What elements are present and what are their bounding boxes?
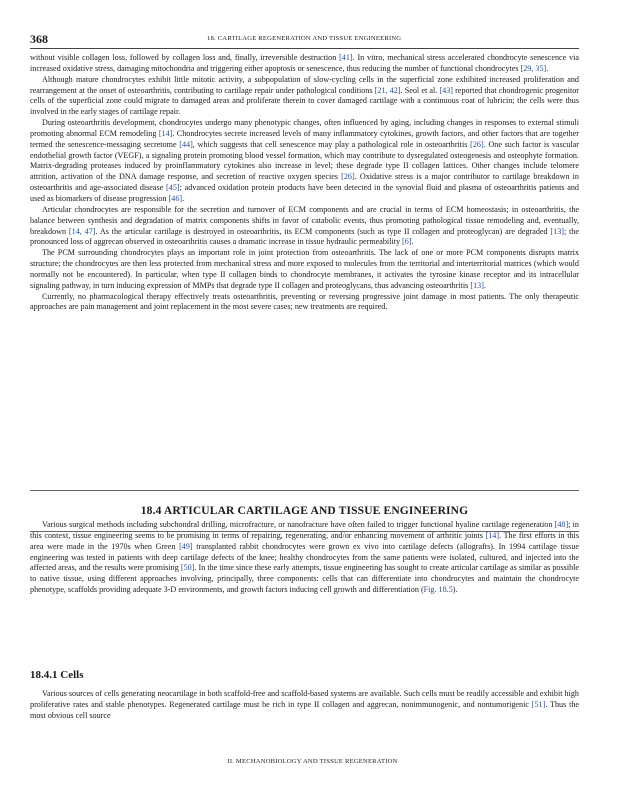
citation-link[interactable]: [51] <box>531 699 546 709</box>
citation-link[interactable]: [44] <box>179 139 193 149</box>
citation-link[interactable]: [14] <box>158 128 173 138</box>
citation-link[interactable]: [14, 47] <box>68 226 96 236</box>
paragraph-5: The PCM surrounding chondrocytes plays an important role in joint protection from osteoarthritis. The lack of one or more PCM components disrupts matrix structure; the chondrocytes are then less protected from mechanical stress and more exposed to molecules from the territorial and interterritorial matrices (which would normally not be encountered). In particular, when type II collagen binds to chondrocyte membranes, it activates the tyrosine kinase receptor and its intracellular signaling pathway, in turn inducing expression of MMPs that degrade type II collagen and proteoglycans, thus advancing osteoarthritis [13]. <box>30 248 579 290</box>
citation-link[interactable]: [45] <box>166 183 180 193</box>
citation-link[interactable]: [50] <box>180 563 195 573</box>
page-footer: II. MECHANOBIOLOGY AND TISSUE REGENERATION <box>227 758 398 765</box>
citation-link[interactable]: [13] <box>470 280 484 290</box>
paragraph-1: without visible collagen loss, followed by collagen loss and, finally, irreversible destruction [41]. In vitro, mechanical stress accelerated chondrocyte senescence via increased oxidative stress, damaging mitochondria and triggering either apoptosis or senescence, thus reducing the number of functional chondrocytes [29, 35]. <box>30 53 579 73</box>
paragraph-6: Currently, no pharmacological therapy effectively treats osteoarthritis, preventing or reversing progressive joint damage in most patients. The only therapeutic approaches are pain management and joint replacement in the most severe cases; new treatments are required. <box>30 291 579 312</box>
paragraph-3: During osteoarthritis development, chondrocytes undergo many phenotypic changes, often influenced by aging, including changes in responses to external stimuli promoting abnormal ECM remodeling [14]. Chondrocytes secrete increased levels of many inflammatory cytokines, growth factors, and other factors that are together termed the senescence-messaging secretome [44], which suggests that cell senescence may play a pathological role in osteoarthritis [26]. One such factor is vascular endothelial growth factor (VEGF), a signaling protein promoting blood vessel formation, which may contribute to dysregulated osteogenesis and osteophyte formation. Matrix-degrading proteases induced by proinflammatory cytokines also increase in level; these degrade type II collagen lattices. Other changes include telomere attrition, activation of the DNA damage response, and secretion of reactive oxygen species [26]. Oxidative stress is a major contributor to cartilage breakdown in osteoarthritis and age-associated disease [45]; advanced oxidation protein products have been detected in the synovial fluid and plasma of osteoarthritis patients and used as biomarkers of disease progression [46]. <box>30 118 579 203</box>
citation-link[interactable]: [21, 42] <box>374 85 401 95</box>
citation-link[interactable]: [26] <box>341 172 355 182</box>
citation-link[interactable]: [13] <box>550 226 564 236</box>
page-header <box>30 32 579 48</box>
subsection-paragraph: Various sources of cells generating neocartilage in both scaffold-free and scaffold-based systems are available. Such cells must be readily accessible and exhibit high proliferative rates and stable phenotypes. Regenerated cartilage must be rich in type II collagen and aggrecan, nonimmunogenic, and nontumorigenic [51]. Thus the most obvious cell source <box>30 689 580 720</box>
paragraph-4: Articular chondrocytes are responsible for the secretion and turnover of ECM components and are crucial in terms of ECM homeostasis; in osteoarthritis, the balance between synthesis and degradation of matrix components shifts in favor of catabolic events, thus promoting pathological tissue remodeling and, eventually, breakdown [14, 47]. As the articular cartilage is destroyed in osteoarthritis, its ECM components (such as type II collagen and proteoglycan) are degraded [13]; the pronounced loss of aggrecan observed in osteoarthritis causes a dramatic increase in tissue hydraulic permeability [6]. <box>30 204 579 247</box>
body-text <box>30 53 579 313</box>
subsection-body <box>30 689 579 722</box>
citation-link[interactable]: [43] <box>439 85 453 95</box>
citation-link[interactable]: [41] <box>339 53 353 62</box>
running-head: 18. CARTILAGE REGENERATION AND TISSUE ENGINEERING <box>207 35 402 42</box>
paragraph-2: Although mature chondrocytes exhibit little mitotic activity, a subpopulation of slow-cycling cells in the superficial zone exhibited increased proliferation and rearrangement at the onset of osteoarthritis, contributing to cartilage repair under pathological conditions [21, 42]. Seol et al. [43] reported that chondrogenic progenitor cells of the superficial zone could migrate to damaged areas and proliferate therein to cover damaged cartilage with a continuous coat of lubricin; the cells were thus involved in the early stages of cartilage repair. <box>30 74 579 117</box>
section-paragraph: Various surgical methods including subchondral drilling, microfracture, or nanofracture have often failed to trigger functional hyaline cartilage regeneration [48]; in this context, tissue engineering seems to be promising in terms of repairing, regenerating, and/or enhancing movement of arthritic joints [14]. The first efforts in this area were made in the 1970s when Green [49] transplanted rabbit chondrocytes were grown ex vivo into cartilage defects (allografts). In 1994 cartilage tissue engineering was tested in patients with deep cartilage defects of the knee; healthy chondrocytes from the same patients were isolated, cultured, and injected into the affected areas, and the results were promising [50]. In the time since these early attempts, tissue engineering has sought to create articular cartilage as similar as possible to native tissue, using different approaches involving, principally, three components: cells that can differentiate into chondrocytes and maintain the chondrocyte phenotype, scaffolds providing adequate 3-D environments, and growth factors inducing cell growth and differentiation (Fig. 18.5). <box>30 520 579 595</box>
citation-link[interactable]: [29, 35] <box>520 63 547 73</box>
citation-link[interactable]: [48] <box>554 520 569 529</box>
header-rule <box>30 48 579 49</box>
citation-link[interactable]: [26] <box>470 139 484 149</box>
section-title: 18.4 ARTICULAR CARTILAGE AND TISSUE ENGINEERING <box>140 505 469 517</box>
citation-link[interactable]: [49] <box>179 541 193 551</box>
citation-link[interactable]: [46] <box>168 193 183 203</box>
page-number: 368 <box>30 32 48 46</box>
subsection-title: 18.4.1 Cells <box>30 669 84 681</box>
citation-link[interactable]: [14] <box>485 530 500 540</box>
citation-link[interactable]: Fig. 18.5 <box>423 585 453 595</box>
section-body <box>30 520 579 596</box>
citation-link[interactable]: [6] <box>402 237 412 247</box>
